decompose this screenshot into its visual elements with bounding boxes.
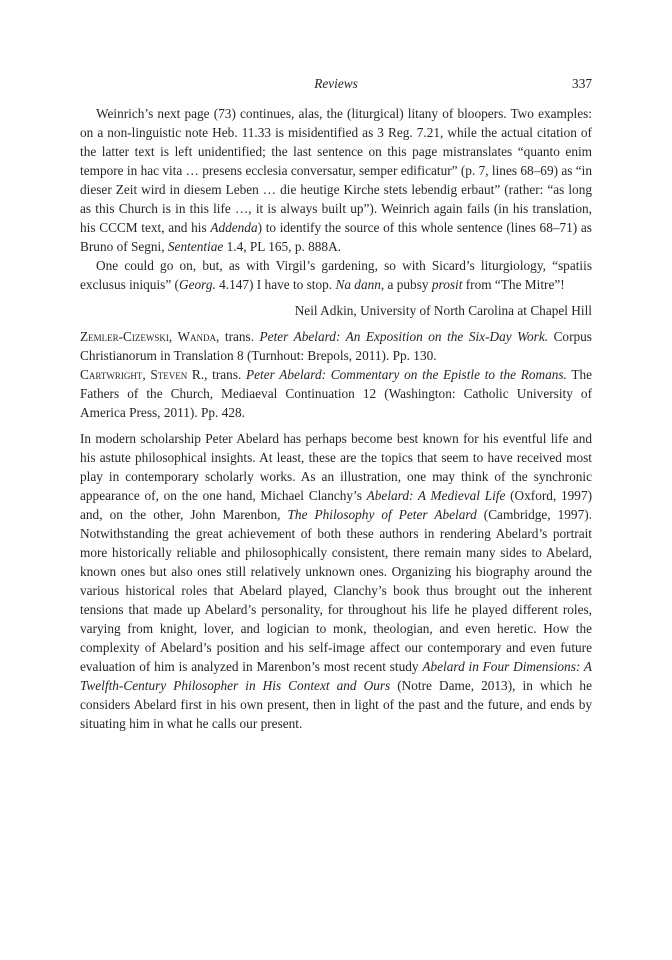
page-header	[80, 74, 592, 93]
page-number: 337	[572, 76, 592, 91]
journal-page	[80, 0, 592, 733]
reviewer-signature: Neil Adkin, University of North Carolina at Chapel Hill	[294, 303, 592, 318]
running-head: Reviews	[314, 76, 358, 91]
review-end-paragraph-2: One could go on, but, as with Virgil’s gardening, so with Sicard’s liturgiology, “spatiis exclusus iniquis” (Georg. 4.147) I have to stop. Na dann, a pubsy prosit from “The Mitre”!	[80, 258, 592, 292]
bibliography-entry: Cartwright, Steven R., trans. Peter Abelard: Commentary on the Epistle to the Romans. The Fathers of the Church, Mediaeval Continuation 12 (Washington: Catholic University of America Press, 2011). Pp. 428.	[80, 367, 593, 420]
review-end-paragraph-1: Weinrich’s next page (73) continues, alas, the (liturgical) litany of bloopers. Two examples: on a non-linguistic note Heb. 11.33 is misidentified as 3 Reg. 7.21, while the actual citation of the latter text is left unidentified; the last sentence on this page mistranslates “quanto enim tempore in hac vita … presens ecclesia conversatur, semper edificatur” (p. 7, lines 68–69) as “in dieser Zeit wird in diesem Leben … die heutige Kirche stets lebendig erbaut” (rather: “as long as this Church is in this life …, it is always built up”). Weinrich again fails (in his translation, his CCCM text, and his Addenda) to identify the source of this whole sentence (lines 68–71) as Bruno of Segni, Sententiae 1.4, PL 165, p. 888A.	[80, 106, 592, 254]
bibliography-entry: Zemler-Cizewski, Wanda, trans. Peter Abelard: An Exposition on the Six-Day Work. Corpus Christianorum in Translation 8 (Turnhout: Brepols, 2011). Pp. 130.	[80, 329, 592, 363]
review-body-paragraph: In modern scholarship Peter Abelard has perhaps become best known for his eventful life and his astute philosophical insights. At least, these are the topics that seem to have received most play in contemporary scholarly works. As an illustration, one may think of the synchronic appearance of, on the one hand, Michael Clanchy’s Abelard: A Medieval Life (Oxford, 1997) and, on the other, John Marenbon, The Philosophy of Peter Abelard (Cambridge, 1997). Notwithstanding the great achievement of both these authors in rendering Abelard’s portrait more historically reliable and philosophically consistent, there remain many sides to Abelard, known ones but also ones still relatively unknown ones. Organizing his biography around the various historical roles that Abelard played, Clanchy’s book thus brought out the inherent tensions that made up Abelard’s personality, for throughout his life he played different roles, varying from knight, lover, and logician to monk, theologian, and even heretic. How the complexity of Abelard’s position and his self-image affect our contemporary and even future evaluation of him is analyzed in Marenbon’s most recent study Abelard in Four Dimensions: A Twelfth-Century Philosopher in His Context and Ours (Notre Dame, 2013), in which he considers Abelard first in his own present, then in light of the past and the future, and ends by situating him in what he calls our present.	[80, 431, 593, 731]
